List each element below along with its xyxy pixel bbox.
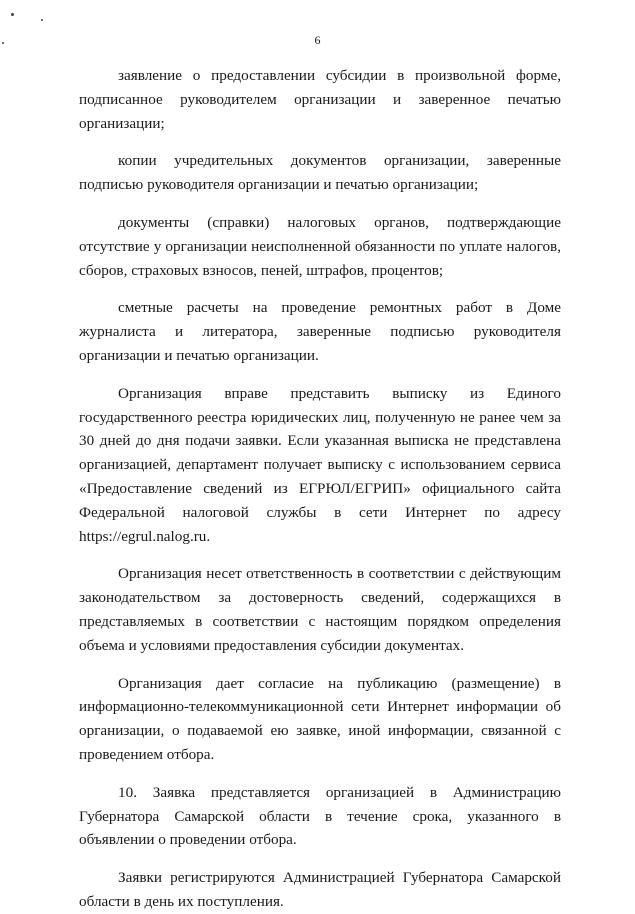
paragraph-publication-consent: Организация дает согласие на публикацию (размещение) в информационно-телекоммуникационной сети Интернет информации об организации, о подаваемой ею заявке, иной информации, связанной с проведением отбора. xyxy=(79,674,561,763)
paragraph-responsibility: Организация несет ответственность в соответствии с действующим законодательством за достоверность сведений, содержащихся в представляемых в соответствии с настоящим порядком определения объема и условиями предоставления субсидии документах. xyxy=(79,565,561,654)
scan-speck xyxy=(41,19,43,21)
scan-speck xyxy=(11,13,14,16)
paragraph-application-form: заявление о предоставлении субсидии в произвольной форме, подписанное руководителем организации и заверенное печатью организации; xyxy=(79,67,561,132)
page-number: 6 xyxy=(314,33,321,47)
paragraph-founding-documents: копии учредительных документов организации, заверенные подписью руководителя организации и печатью организации; xyxy=(79,152,561,194)
paragraph-repair-estimates: сметные расчеты на проведение ремонтных работ в Доме журналиста и литератора, заверенные подписью руководителя организации и печатью организации. xyxy=(79,299,561,364)
paragraph-tax-certificates: документы (справки) налоговых органов, подтверждающие отсутствие у организации неисполненной обязанности по уплате налогов, сборов, страховых взносов, пеней, штрафов, процентов; xyxy=(79,213,561,279)
paragraph-registry-extract: Организация вправе представить выписку из Единого государственного реестра юридических лиц, полученную не ранее чем за 30 дней до дня подачи заявки. Если указанная выписка не представлена организацией, департамент получает выписку с использованием сервиса «Предоставление сведений из ЕГРЮЛ/ЕГРИП» официального сайта Федеральной налоговой службы в сети Интернет по адресу https://egrul.nalog.ru. xyxy=(79,384,561,545)
paragraph-registration: Заявки регистрируются Администрацией Губернатора Самарской области в день их поступления. xyxy=(79,869,561,910)
paragraph-submission-item-10: 10. Заявка представляется организацией в Администрацию Губернатора Самарской области в течение срока, указанного в объявлении о проведении отбора. xyxy=(79,783,561,849)
document-body xyxy=(79,64,561,914)
